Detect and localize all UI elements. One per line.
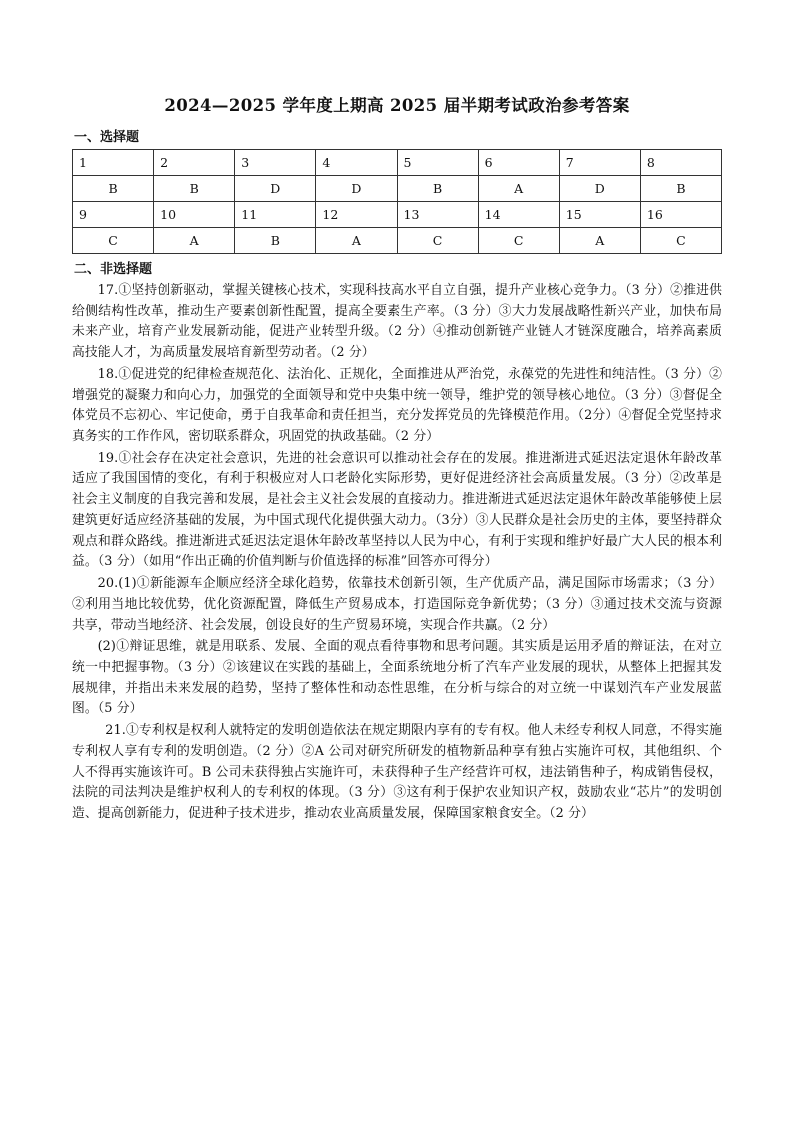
question-number: 12 bbox=[316, 202, 397, 228]
question-number: 15 bbox=[559, 202, 640, 228]
answer-cell: A bbox=[316, 228, 397, 254]
question-number: 4 bbox=[316, 150, 397, 176]
answer-cell: B bbox=[235, 228, 316, 254]
answer-cell: C bbox=[478, 228, 559, 254]
question-number: 16 bbox=[640, 202, 721, 228]
answer-q20-part1: 20.(1)①新能源车企顺应经济全球化趋势，依靠技术创新引领，生产优质产品，满足国际市场需求；（3 分）②利用当地比较优势，优化资源配置，降低生产贸易成本，打造国际竞争新优势；（3 分）③通过技术交流与资源共享，带动当地经济、社会发展，创设良好的生产贸易环境，实现合作共赢。（2 分） bbox=[72, 576, 722, 633]
question-number: 1 bbox=[73, 150, 154, 176]
answer-cell: B bbox=[640, 176, 721, 202]
answer-q19: 19.①社会存在决定社会意识，先进的社会意识可以推动社会存在的发展。推进渐进式延迟法定退休年龄改革适应了我国国情的变化，有利于积极应对人口老龄化实际形势，更好促进经济社会高质量发展。（3 分）②改革是社会主义制度的自我完善和发展，是社会主义社会发展的直接动力。推进渐进式延迟法定退休年龄改革能够使上层建筑更好适应经济基础的发展，为中国式现代化提供强大动力。（3分）③人民群众是社会历史的主体，要坚持群众观点和群众路线。推进渐进式延迟法定退休年龄改革坚持以人民为中心，有利于实现和维护好最广大人民的根本利益。（3 分）（如用“作出正确的价值判断与价值选择的标准”回答亦可得分） bbox=[72, 450, 722, 570]
answer-cell: D bbox=[559, 176, 640, 202]
question-number: 7 bbox=[559, 150, 640, 176]
answer-cell: A bbox=[559, 228, 640, 254]
answer-cell: C bbox=[397, 228, 478, 254]
page-title: 2024—2025 学年度上期高 2025 届半期考试政治参考答案 bbox=[164, 96, 630, 115]
answer-cell: C bbox=[73, 228, 154, 254]
section-heading-essay: 二、非选择题 bbox=[74, 262, 153, 277]
answer-cell: B bbox=[154, 176, 235, 202]
answer-cell: A bbox=[478, 176, 559, 202]
answer-q18: 18.①促进党的纪律检查规范化、法治化、正规化，全面推进从严治党，永葆党的先进性和纯洁性。（3 分）②增强党的凝聚力和向心力，加强党的全面领导和党中央集中统一领导，维护党的领导核心地位。（3 分）③督促全体党员不忘初心、牢记使命，勇于自我革命和责任担当，充分发挥党员的先锋模范作用。（2分）④督促全党坚持求真务实的工作作风，密切联系群众，巩固党的执政基础。（2 分） bbox=[72, 366, 722, 445]
section-heading-multiple-choice: 一、选择题 bbox=[74, 130, 140, 145]
answer-cell: D bbox=[316, 176, 397, 202]
table-row bbox=[73, 150, 722, 176]
question-number: 5 bbox=[397, 150, 478, 176]
answer-cell: B bbox=[73, 176, 154, 202]
question-number: 13 bbox=[397, 202, 478, 228]
table-row bbox=[73, 202, 722, 228]
question-number: 11 bbox=[235, 202, 316, 228]
question-number: 10 bbox=[154, 202, 235, 228]
question-number: 3 bbox=[235, 150, 316, 176]
answer-table bbox=[72, 149, 722, 254]
question-number: 8 bbox=[640, 150, 721, 176]
answer-cell: A bbox=[154, 228, 235, 254]
table-row bbox=[73, 228, 722, 254]
answer-q20-part2: (2)①辩证思维，就是用联系、发展、全面的观点看待事物和思考问题。其实质是运用矛盾的辩证法，在对立统一中把握事物。（3 分）②该建议在实践的基础上，全面系统地分析了汽车产业发展的现状，从整体上把握其发展规律，并指出未来发展的趋势，坚持了整体性和动态性思维，在分析与综合的对立统一中谋划汽车产业发展蓝图。（5 分） bbox=[72, 639, 722, 717]
answer-cell: C bbox=[640, 228, 721, 254]
answer-cell: D bbox=[235, 176, 316, 202]
answer-q17: 17.①坚持创新驱动，掌握关键核心技术，实现科技高水平自立自强，提升产业核心竞争力。（3 分）②推进供给侧结构性改革，推动生产要素创新性配置，提高全要素生产率。（3 分）③大力发展战略性新兴产业，加快布局未来产业，培育产业发展新动能，促进产业转型升级。（2 分）④推动创新链产业链人才链深度融合，培养高素质高技能人才，为高质量发展培育新型劳动者。（2 分） bbox=[72, 283, 722, 361]
question-number: 9 bbox=[73, 202, 154, 228]
question-number: 14 bbox=[478, 202, 559, 228]
answer-cell: B bbox=[397, 176, 478, 202]
question-number: 2 bbox=[154, 150, 235, 176]
table-row bbox=[73, 176, 722, 202]
question-number: 6 bbox=[478, 150, 559, 176]
answer-q21: 21.①专利权是权利人就特定的发明创造依法在规定期限内享有的专有权。他人未经专利权人同意，不得实施专利权人享有专利的发明创造。（2 分）②A 公司对研究所研发的植物新品种享有独占实施许可权，其他组织、个人不得再实施该许可。B 公司未获得独占实施许可，未获得种子生产经营许可权，违法销售种子，构成销售侵权，法院的司法判决是维护权利人的专利权的体现。（3 分）③这有利于保护农业知识产权，鼓励农业“芯片”的发明创造、提高创新能力，促进种子技术进步，推动农业高质量发展，保障国家粮食安全。（2 分） bbox=[72, 723, 722, 821]
